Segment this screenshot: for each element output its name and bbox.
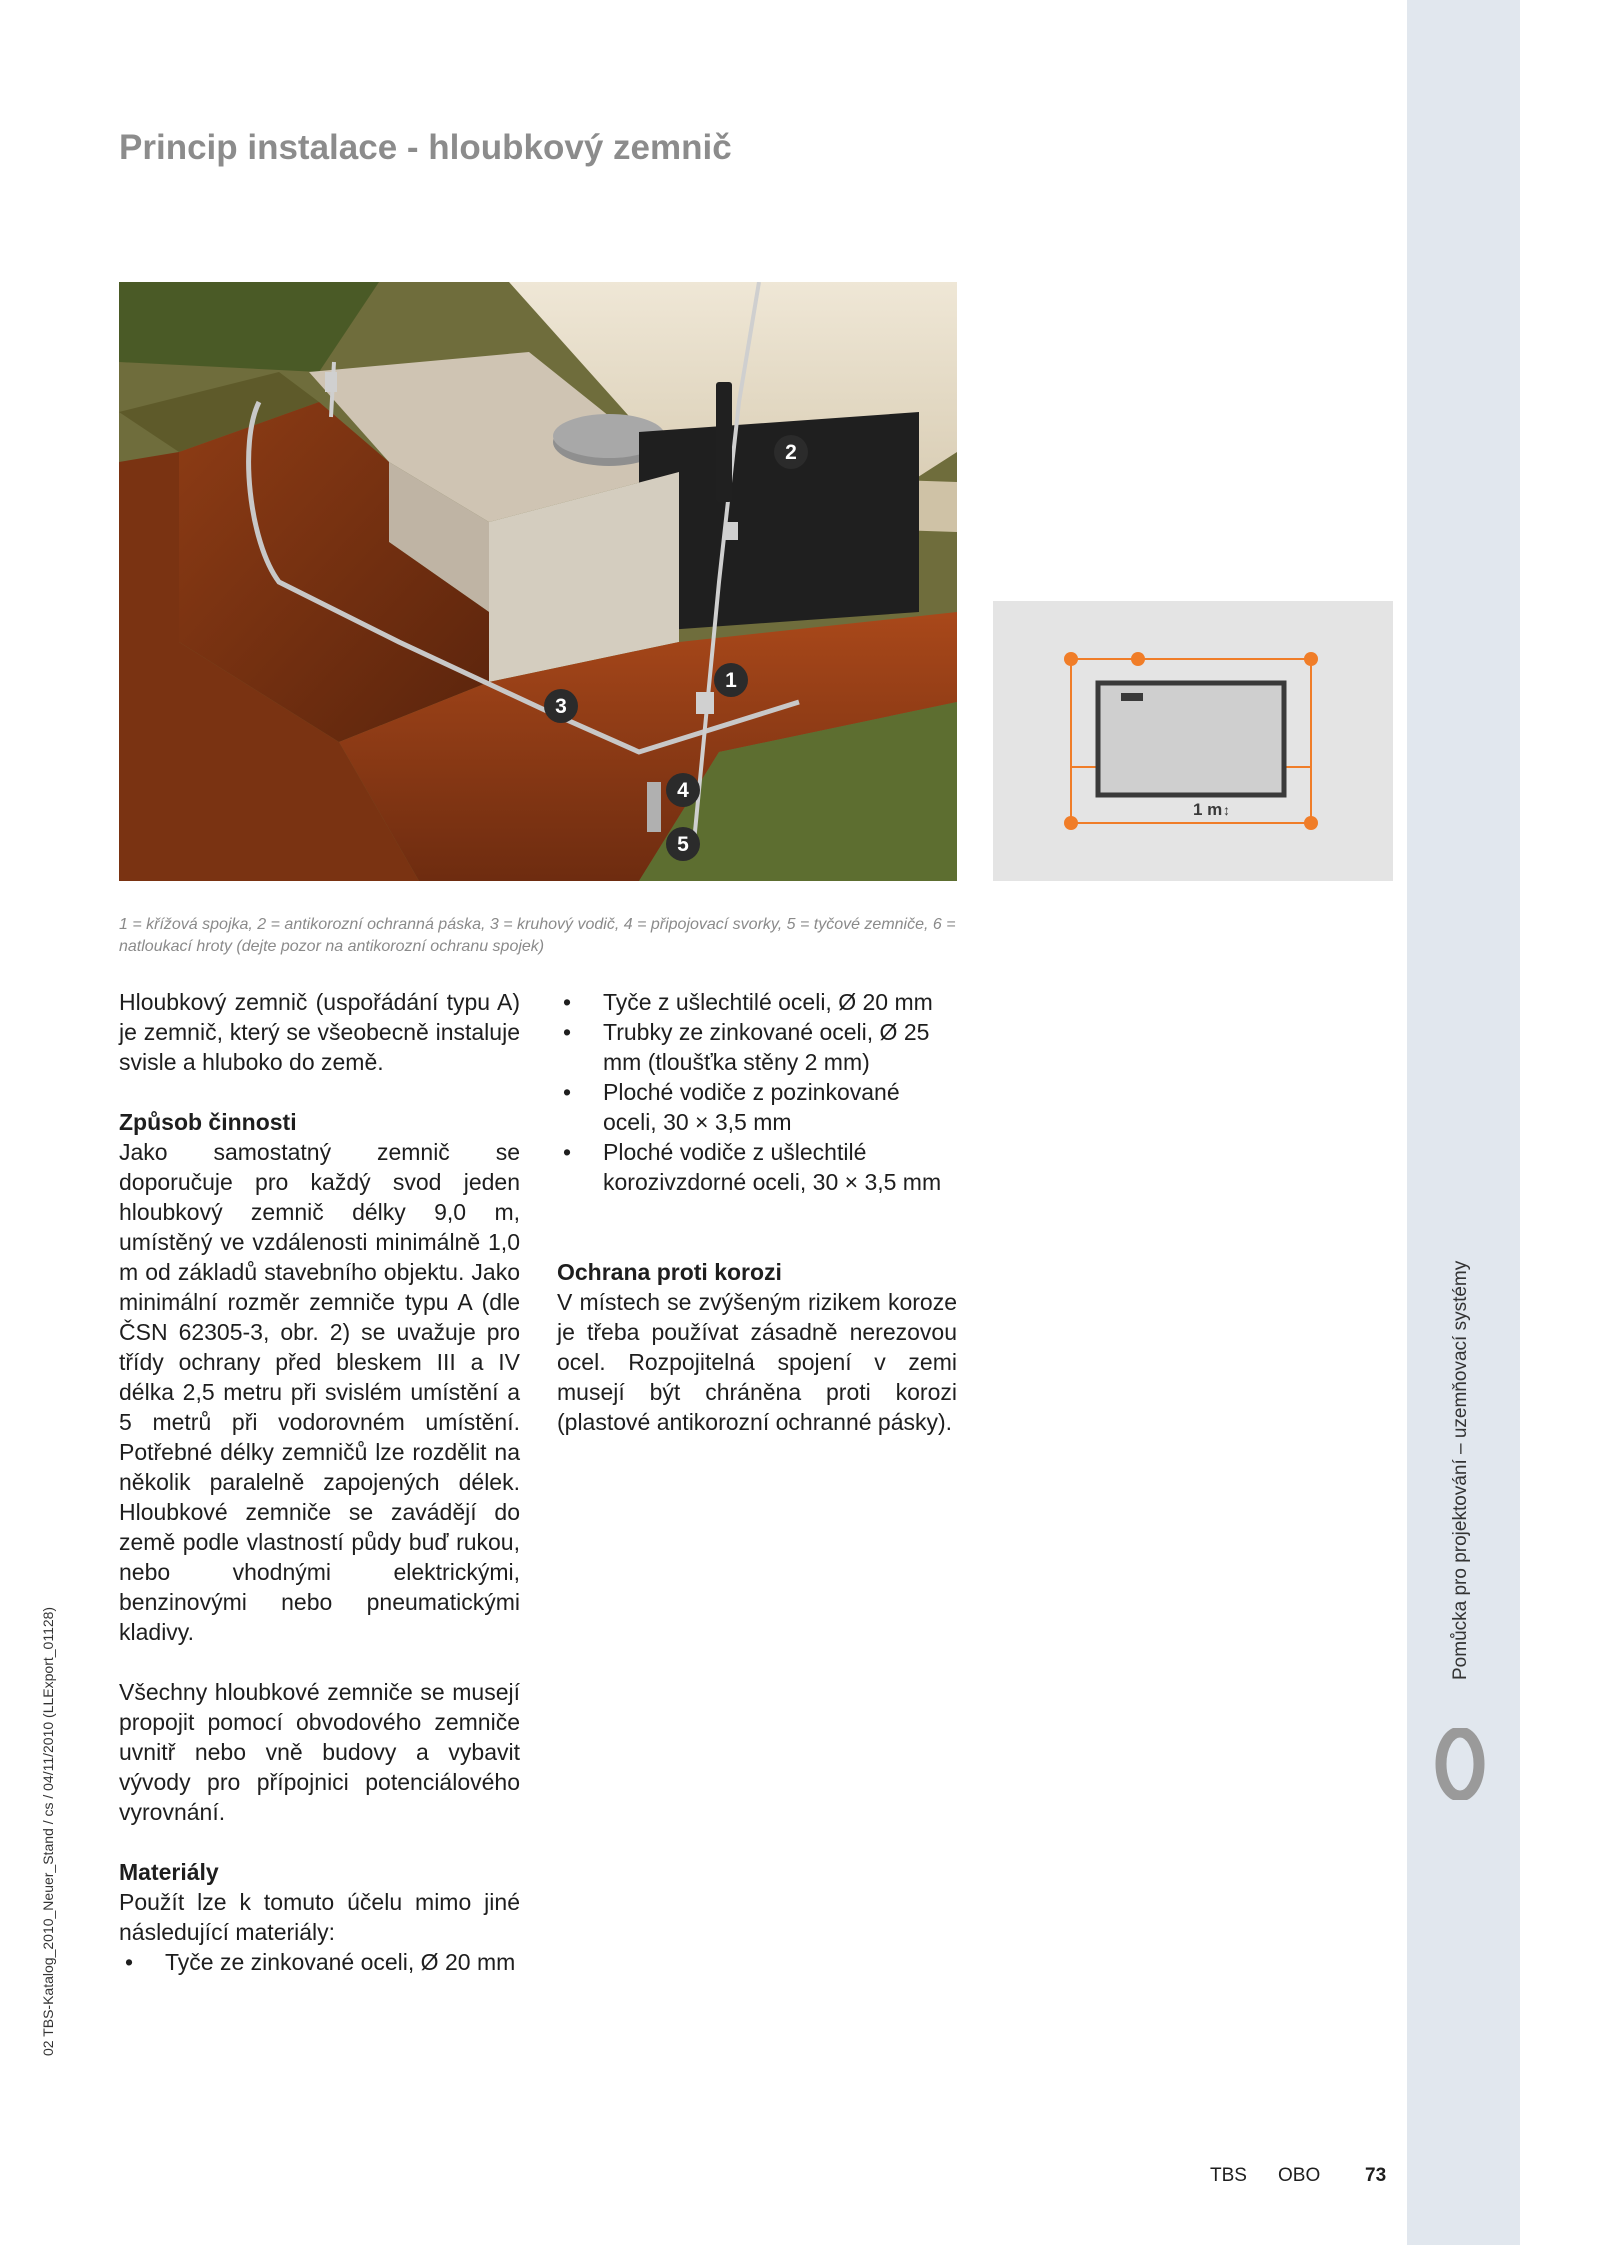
list-item: • Trubky ze zinkované oceli, Ø 25 mm (tloušťka stěny 2 mm) [557, 1017, 957, 1077]
sidebar-section-title: Pomůcka pro projektování – uzemňovací systémy [1450, 1260, 1471, 1680]
list-item: • Ploché vodiče z pozinkované oceli, 30 × 3,5 mm [557, 1077, 957, 1137]
page-number: 73 [1365, 2165, 1387, 2186]
connection-paragraph: Všechny hloubkové zemniče se musejí propojit pomocí obvodového zemniče uvnitř nebo vně budovy a vybavit vývody pro přípojnici potenciálového vyrovnání. [119, 1679, 520, 1825]
schematic-distance-label: 1 m [1193, 800, 1223, 819]
marker-1: 1 [725, 669, 737, 692]
corrosion-heading: Ochrana proti korozi [557, 1259, 782, 1285]
page-title: Princip instalace - hloubkový zemnič [119, 128, 732, 167]
materials-list-right [557, 987, 957, 1197]
side-band [1407, 0, 1520, 2245]
figure-caption: 1 = křížová spojka, 2 = antikorozní ochranná páska, 3 = kruhový vodič, 4 = připojovací svorky, 5 = tyčové zemniče, 6 = natloukací hroty (dejte pozor na antikorozní ochranu spojek) [119, 916, 956, 955]
list-item: • Tyče ze zinkované oceli, Ø 20 mm [119, 1947, 520, 1977]
installation-illustration [119, 282, 957, 881]
materials-heading: Materiály [119, 1859, 219, 1885]
materials-list-left [119, 1947, 520, 1977]
operation-paragraph: Jako samostatný zemnič se doporučuje pro každý svod jeden hloubkový zemnič délky 9,0 m, umístěný ve vzdálenosti minimálně 1,0 m od základů stavebního objektu. Jako minimální rozměr zemniče typu A (dle ČSN 62305-3, obr. 2) se uvažuje pro třídy ochrany před bleskem III a IV délka 2,5 metru při svislém umístění a 5 metrů při vodorovném umístění. Potřebné délky zemničů lze rozdělit na několik paralelně zapojených délek. Hloubkové zemniče se zavádějí do země podle vlastností půdy buď rukou, nebo vhodnými elektrickými, benzinovými nebo pneumatickými kladivy. [119, 1139, 520, 1645]
document-code: 02 TBS-Katalog_2010_Neuer_Stand / cs / 04/11/2010 (LLExport_01128) [40, 1606, 56, 2056]
footer-brand-tbs: TBS [1210, 2165, 1247, 2186]
distance-arrow-icon: ↕ [1223, 802, 1230, 818]
schematic-svg [993, 601, 1393, 881]
materials-intro: Použít lze k tomuto účelu mimo jiné následující materiály: [119, 1889, 520, 1945]
left-column [119, 987, 520, 1977]
intro-paragraph: Hloubkový zemnič (uspořádání typu A) je zemnič, který se všeobecně instaluje svisle a hluboko do země. [119, 989, 520, 1075]
marker-4: 4 [677, 779, 689, 802]
list-item: • Tyče z ušlechtilé oceli, Ø 20 mm [557, 987, 957, 1017]
corrosion-paragraph: V místech se zvýšeným rizikem koroze je třeba používat zásadně nerezovou ocel. Rozpojitelná spojení v zemi musejí být chráněna proti korozi (plastové antikorozní ochranné pásky). [557, 1289, 957, 1435]
marker-3: 3 [555, 695, 567, 718]
illustration-svg [119, 282, 957, 881]
marker-5: 5 [677, 833, 689, 856]
operation-heading: Způsob činnosti [119, 1109, 297, 1135]
marker-2: 2 [785, 441, 797, 464]
list-item: • Ploché vodiče z ušlechtilé korozivzdorné oceli, 30 × 3,5 mm [557, 1137, 957, 1197]
footer-brand-obo: OBO [1278, 2165, 1321, 2186]
plan-schematic [993, 601, 1393, 881]
right-column [557, 987, 957, 1437]
obo-logo-icon [1435, 1728, 1485, 1800]
